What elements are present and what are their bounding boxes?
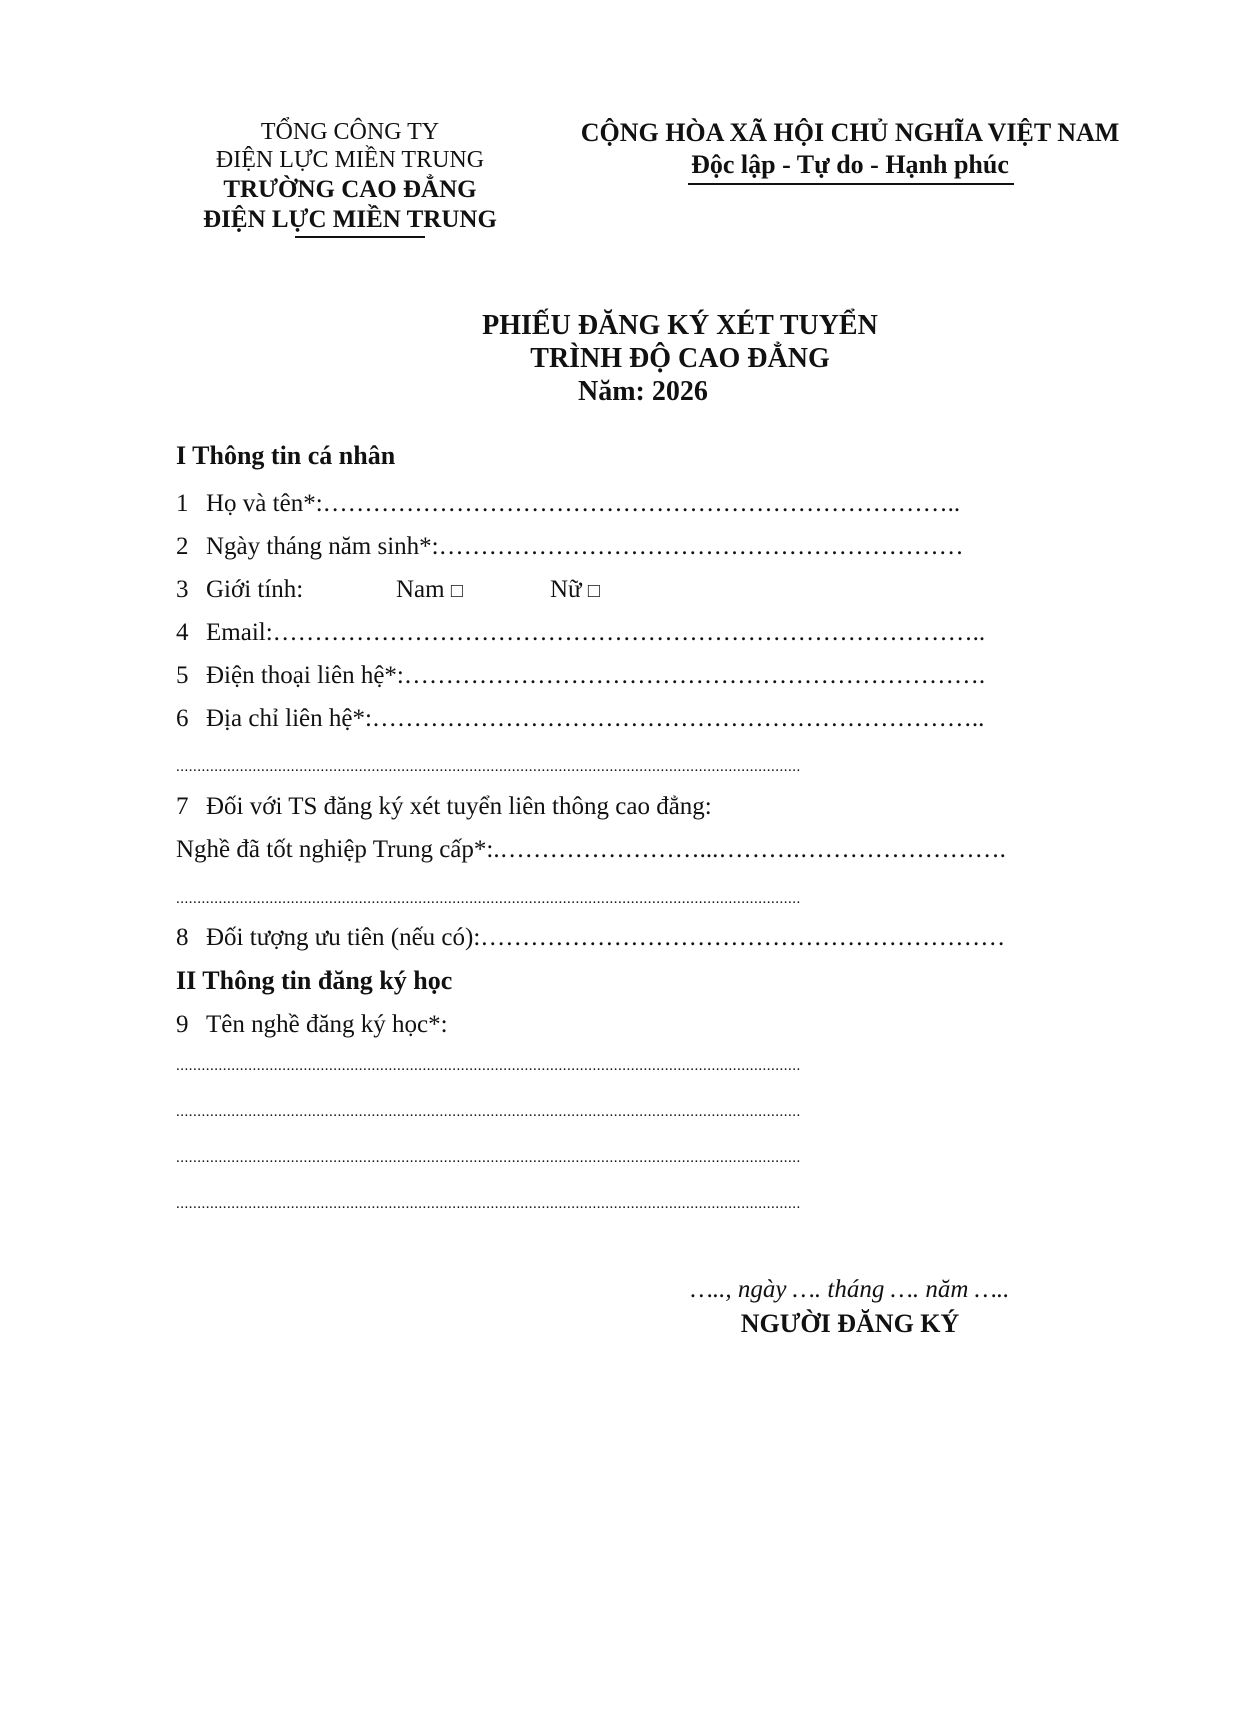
field-intermediate-major[interactable]: Nghề đã tốt nghiệp Trung cấp*:.……………………...……….…………………….: [176, 836, 1006, 863]
field-email-label: Email:…………………………………………………………………………..: [206, 619, 986, 646]
field-priority-group[interactable]: [176, 923, 1005, 953]
signature-date-line[interactable]: ….., ngày …. tháng …. năm …..: [690, 1276, 1010, 1303]
signature-signer-title: NGƯỜI ĐĂNG KÝ: [740, 1309, 960, 1338]
field-address[interactable]: [176, 704, 984, 734]
field-address-label: Địa chỉ liên hệ*:………………………………………………………………..: [206, 705, 985, 732]
registered-major-line-2[interactable]: ...................................................................................................................................................: [176, 1104, 801, 1120]
registered-major-line-4[interactable]: ...................................................................................................................................................: [176, 1196, 801, 1212]
field-address-continuation[interactable]: ...................................................................................................................................................: [176, 759, 801, 775]
school-name-underline: [295, 236, 425, 238]
field-gender: [176, 575, 303, 605]
field-number: 9: [176, 1011, 189, 1038]
field-number: 3: [176, 576, 189, 603]
field-phone[interactable]: [176, 661, 985, 691]
field-transfer-label: Đối với TS đăng ký xét tuyển liên thông cao đẳng:: [206, 793, 712, 820]
registered-major-line-3[interactable]: ...................................................................................................................................................: [176, 1150, 801, 1166]
checkbox-icon[interactable]: □: [450, 580, 463, 602]
form-title-line1: PHIẾU ĐĂNG KÝ XÉT TUYỂN: [482, 310, 878, 341]
field-number: 5: [176, 662, 189, 689]
field-email[interactable]: [176, 618, 985, 648]
field-phone-label: Điện thoại liên hệ*:…………………………………………………………….: [206, 662, 986, 689]
gender-female-label: Nữ: [550, 576, 582, 603]
field-full-name-label: Họ và tên*:…………………………………………………………………..: [206, 490, 961, 517]
field-intermediate-major-continuation[interactable]: ...................................................................................................................................................: [176, 891, 801, 907]
gender-male-option[interactable]: [396, 575, 463, 606]
motto-underline: [688, 183, 1014, 185]
parent-org-line1: TỔNG CÔNG TY: [260, 119, 440, 145]
field-number: 4: [176, 619, 189, 646]
registered-major-line-1[interactable]: ...................................................................................................................................................: [176, 1058, 801, 1074]
nation-title: CỘNG HÒA XÃ HỘI CHỦ NGHĨA VIỆT NAM: [580, 118, 1120, 147]
field-full-name[interactable]: [176, 489, 960, 519]
national-motto: Độc lập - Tự do - Hạnh phúc: [691, 150, 1009, 179]
field-number: 8: [176, 924, 189, 951]
field-number: 1: [176, 490, 189, 517]
field-number: 6: [176, 705, 189, 732]
field-registered-major: [176, 1010, 448, 1040]
parent-org-line2: ĐIỆN LỰC MIỀN TRUNG: [215, 147, 485, 173]
field-number: 2: [176, 533, 189, 560]
section-study-registration-heading: II Thông tin đăng ký học: [176, 966, 453, 995]
field-number: 7: [176, 793, 189, 820]
form-year: Năm: 2026: [578, 376, 708, 407]
gender-female-option[interactable]: [550, 575, 600, 606]
field-priority-group-label: Đối tượng ưu tiên (nếu có):………………………………………………………: [206, 924, 1006, 951]
field-registered-major-label: Tên nghề đăng ký học*:: [206, 1011, 448, 1038]
gender-male-label: Nam: [396, 576, 445, 603]
school-name-line2: ĐIỆN LỰC MIỀN TRUNG: [203, 206, 497, 233]
field-date-of-birth-label: Ngày tháng năm sinh*:………………………………………………………: [206, 533, 964, 560]
field-transfer-note: [176, 792, 712, 822]
school-name-line1: TRƯỜNG CAO ĐẲNG: [223, 176, 477, 203]
field-date-of-birth[interactable]: [176, 532, 964, 562]
field-gender-label: Giới tính:: [206, 576, 304, 603]
checkbox-icon[interactable]: □: [587, 580, 600, 602]
form-title-line2: TRÌNH ĐỘ CAO ĐẲNG: [530, 343, 830, 374]
section-personal-info-heading: I Thông tin cá nhân: [176, 441, 396, 470]
